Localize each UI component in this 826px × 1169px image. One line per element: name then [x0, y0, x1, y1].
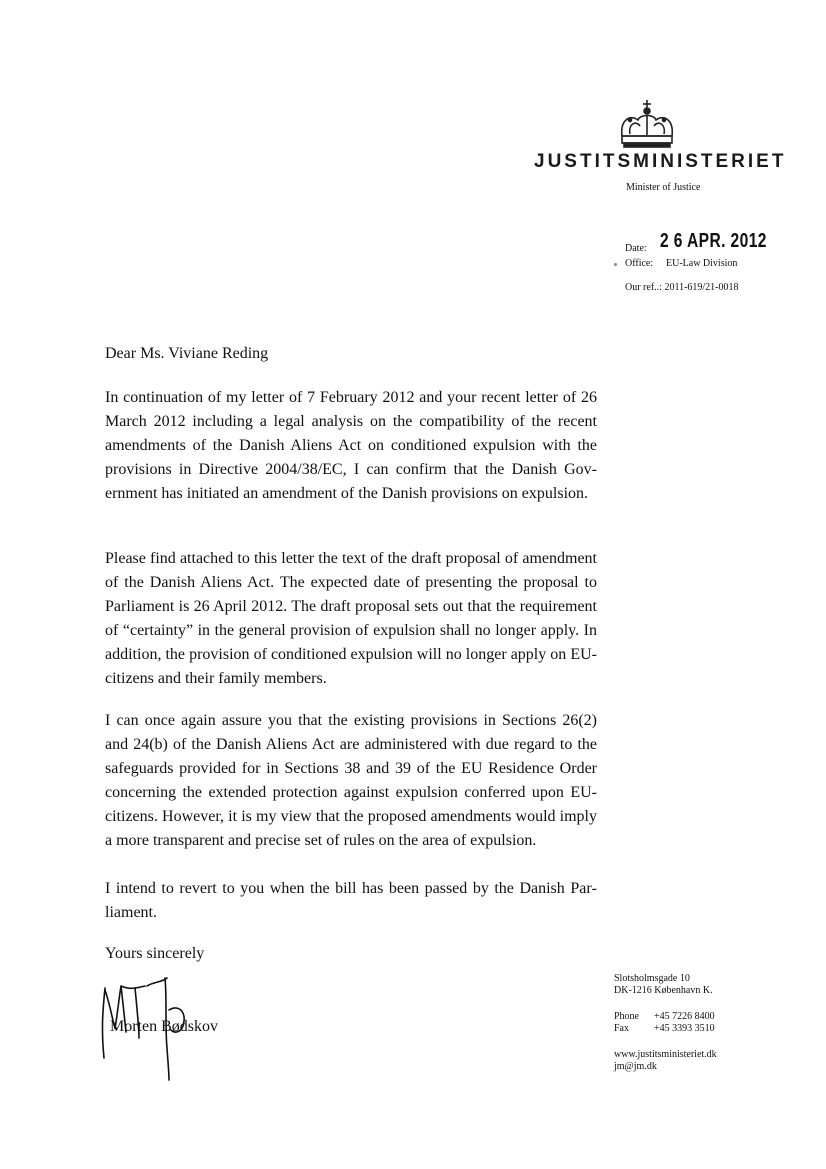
- phone-line: [614, 1011, 715, 1023]
- email-link[interactable]: jm@jm.dk: [614, 1061, 657, 1072]
- office-value: EU-Law Division: [666, 258, 738, 269]
- reference-value: 2011-619/21-0018: [664, 282, 739, 293]
- phone-label: Phone: [614, 1011, 639, 1022]
- paragraph-2: Please find attached to this letter the text of the draft proposal of amendment of the Danish Aliens Act. The expected date of presenting the proposal to Parliament is 26 April 2012. The draft proposal sets out that the requirement of “certainty” in the general provision of expulsion shall no longer apply. In addition, the provision of conditioned expulsion will no longer apply on EU-citizens and their family members.: [105, 550, 597, 687]
- paragraph-3: I can once again assure you that the existing provisions in Sections 26(2) and 24(b) of the Danish Aliens Act are administered with due regard to the safeguards provided for in Sections 38 and 39 of the EU Residence Order concerning the extended protection against expulsion conferred upon EUcitizens. However, it is my view that the proposed amendments would imply a more transparent and precise set of rules on the area of expulsion.: [105, 712, 597, 849]
- ministry-name: JUSTITSMINISTERIET: [534, 151, 787, 172]
- fax-label: Fax: [614, 1023, 629, 1034]
- royal-crown-icon: [616, 98, 678, 152]
- minister-title: Minister of Justice: [626, 182, 701, 193]
- paragraph-4: I intend to revert to you when the bill has been passed by the Danish Parliament.: [105, 880, 597, 921]
- office-label: Office:: [625, 258, 654, 269]
- date-stamp: 2 6 APR. 2012: [660, 230, 767, 252]
- date-label: Date:: [625, 243, 647, 254]
- stray-mark: [614, 263, 617, 266]
- address-city: DK-1216 København K.: [614, 985, 713, 996]
- closing: Yours sincerely: [105, 945, 205, 962]
- reference: [625, 282, 739, 293]
- salutation: Dear Ms. Viviane Reding: [105, 345, 269, 362]
- reference-label: Our ref..:: [625, 282, 662, 293]
- fax-line: [614, 1023, 715, 1035]
- address-street: Slotsholmsgade 10: [614, 973, 690, 984]
- phone-number: +45 7226 8400: [654, 1011, 715, 1022]
- signer-name: Morten Bødskov: [110, 1018, 218, 1035]
- fax-number: +45 3393 3510: [654, 1023, 715, 1034]
- website-link[interactable]: www.justitsministeriet.dk: [614, 1049, 717, 1060]
- paragraph-1: In continuation of my letter of 7 February 2012 and your recent letter of 26 March 2012 including a legal analysis on the compatibility of the recent amendments of the Danish Aliens Act on conditioned expulsion with the provisions in Directive 2004/38/EC, I can confirm that the Danish Government has initiated an amendment of the Danish provisions on expulsion.: [105, 389, 597, 502]
